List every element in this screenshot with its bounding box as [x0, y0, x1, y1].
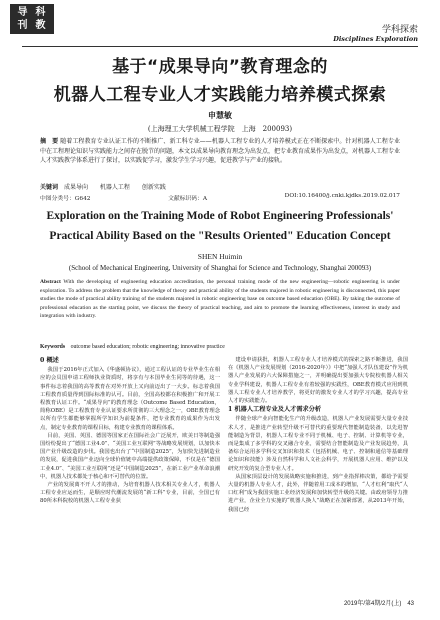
affiliation-cn: (上海理工大学机械工程学院 上海 200093) — [147, 125, 293, 133]
body-column-left — [40, 356, 220, 506]
body-column-right — [228, 356, 408, 514]
keywords-cn-label: 关键词 — [40, 184, 59, 191]
abstract-cn — [40, 137, 400, 166]
section-title-en: Disciplines Exploration — [333, 35, 418, 43]
header-rule — [22, 46, 418, 47]
keyword-cn: 成果导向 — [63, 184, 88, 191]
paragraph: 产业的发展离不开人才的推动，为培育机器人技术相关专业人才，机器人工程专业应运而生，是顺应时代潮流发展的“新工科”专业，目前，全国已有80所本科院校的机器人工程专业获 — [40, 482, 220, 505]
paragraph: 目前，美国、英国、德国等国家正在国际社会广泛展开，欧美日等制造强国纷纷提出了“德国工业4.0”、“美国工业互联网”等战略发展规划，以加快本国产业升级改造的步伐。我国也出台了“中国制造2025”，为加快先进制造业的发展，促进我国产业迈向全球价值链中高端提供政策保障，不仅是在“德国工业4.0”、“美国工业互联网”还是“中国制造2025”，在新工业产业革命浪潮中，机器人技术都处于核心和不可替代的位置。 — [40, 432, 220, 480]
abstract-cn-text: 随着工程教育专业认证工作的不断推广、新工科专业——机器人工程专业的人才培养模式正在不断探索中。针对机器人工程专业中在工程理论知识与实践能力之间存在脱节的问题，本文以成果导向教育理念为出发点，把专业教育成果作为出发点，对机器人工程专业人才实践教学体系进行了探讨，以实践促学习，激发学生学习兴趣，促进教学与产业的接轨。 — [40, 138, 401, 164]
doi: DOI:10.16400/j.cnki.kjdks.2019.02.017 — [284, 193, 400, 199]
affiliation-en: (School of Mechanical Engineering, University of Shanghai for Science and Technology, Shanghai 200093) — [68, 264, 372, 272]
paragraph: 伴随全球产业向智能化生产的升级改造，机器人产业发展需要大量专业技术人才，是推进产业转型升级不可替代的重要现代智能制造装备，以先进智能制造为背景，机器人工程专业不同于机械、电子、控制、计算机等专业，而是集成了多学科的交叉融合专业，需要结合智能制造及产业发展趋势，具备综合运用多学科交叉知识和技术（包括机械、电子、控制和通信等基础理论知识和技能）涉及自然科学和人文社会科学，开展机器人应用、维护以及研究开发的复合型专业人才。 — [228, 416, 408, 472]
page-footer: 2019年/第4期/2月(上) 43 — [343, 601, 414, 607]
classification-codes — [40, 193, 400, 202]
paragraph: 我国于2016年正式加入《华盛顿协议》，通过工程认证的专业毕业生在相应的会员国申请工程师执业资质时，将享有与本国毕业生同等的待遇，这一事件标志着我国的高等教育在对外开放上又向前迈出了一大步。标志着我国工程教育质量得到国际标准的认可。目前，全国高校都在积极推广和开展工程教育认证工作。“成果导向”的教育理念（Outcome Based Education，简称OBE）是工程教育专业认证要求所贯彻的三大理念之一，OBE教育理念以所有学生都能够掌握所学知识为前提条件，把专业教育的成果作为出发点，制定专业教育的课程目标，构建专业教育的课程体系。 — [40, 367, 220, 431]
clc-code: 中图分类号：G642 — [40, 196, 91, 202]
section-heading: 1 机器人工程专业及人才需求分析 — [228, 406, 322, 414]
keyword-cn: 机器人工程 — [99, 184, 130, 191]
paragraph: 建设申请获批，机器人工程专业人才培养模式的探索之路不断推进，我国在《机器人产业发展规划（2016-2020年）》中把“加强人才队伍建设”作为机器人产业发展的六大保障措施之一，并明确提出要加强大专院校机器人相关专业学科建设，机器人工程专业有着较强的实践性，OBE教育模式应用到机器人工程专业人才培养教学，将更好的激发专业人才的学习兴趣，提高专业人才的实践能力。 — [228, 357, 408, 405]
keywords-en-label: Keywords — [40, 344, 66, 350]
section-heading: 0 概述 — [40, 357, 59, 364]
title-en-line2: Practical Ability Based on the "Results Oriented" Education Concept — [49, 230, 391, 242]
keywords-en — [40, 344, 225, 350]
keywords-cn — [40, 182, 176, 191]
abstract-cn-label: 摘 要 — [40, 138, 59, 145]
author-en: SHEN Huimin — [197, 252, 243, 261]
title-cn-line1: 基于“成果导向”教育理念的 — [112, 57, 328, 77]
abstract-en-text: With the developing of engineering education accreditation, the personal training mode of the new engineering—robotic engineering is under exploration. To address the problem that the knowledge of theory and practical ability of the students majored in robotic engineering is disconnected, this paper studies the mode of practical ability training of the students majored in robotic engineering base on outcome based education (OBE). By taking the outcome of professional education as the starting point, we discuss the theory of practical teaching, and aim to promote the learning effectiveness, interest in study and integration with industry. — [40, 279, 400, 320]
abstract-en-label: Abstract — [40, 279, 61, 285]
journal-logo: 导 科 刊 教 — [10, 4, 54, 34]
doc-code: 文献标识码：A — [168, 196, 208, 202]
author-cn: 申慧敏 — [208, 110, 232, 120]
abstract-en — [40, 278, 400, 321]
section-title-zh: 学科探索 — [381, 25, 418, 35]
keyword-cn: 创新实践 — [141, 184, 166, 191]
paragraph: 从国家顶层设计的发展战略实施和推进，到产业指挥棒决策，都给予需要大量的机器人专业人才，此外，伴随着用工成本的增加，“人才红利”取代“人口红利”成为我国实施工业经济发展和加快转型升级的关键。由政府领导力推进产业，企业全力实施的“机器人换人”战略正在加紧部署，从2013年开始，我国已经 — [228, 473, 408, 513]
title-en-line1: Exploration on the Training Mode of Robot Engineering Professionals' — [46, 210, 394, 222]
title-cn-line2: 机器人工程专业人才实践能力培养模式探索 — [53, 85, 387, 105]
keywords-en-text: outcome based education; robotic engineering; innovative practice — [70, 344, 225, 350]
